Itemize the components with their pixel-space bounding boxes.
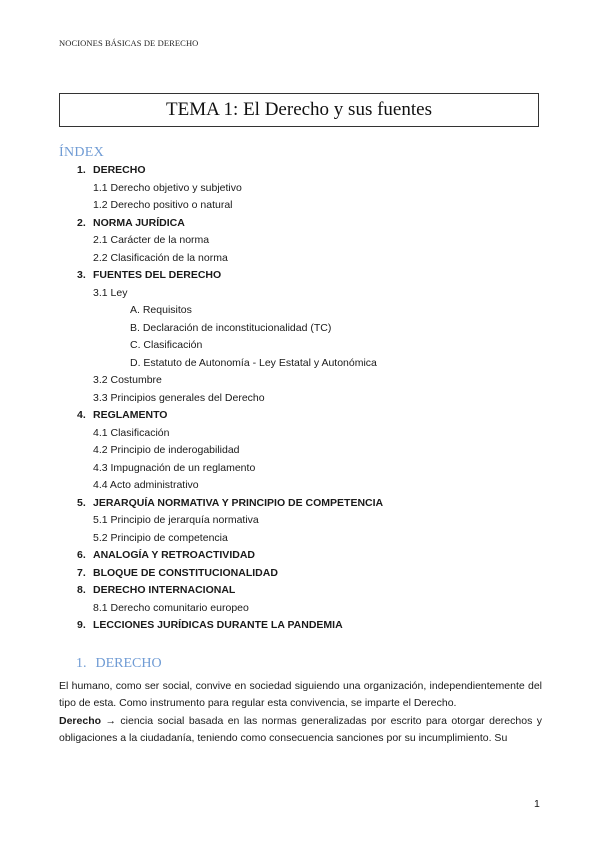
toc-subsection-entry	[93, 532, 228, 544]
toc-entry-text: A. Requisitos	[130, 304, 192, 316]
toc-entry-text: D. Estatuto de Autonomía - Ley Estatal y Autonómica	[130, 356, 377, 369]
toc-entry-text: FUENTES DEL DERECHO	[93, 269, 222, 281]
toc-subsection-entry	[93, 374, 162, 386]
toc-section-entry	[77, 567, 278, 579]
toc-subitem-entry	[130, 339, 202, 351]
toc-entry-text: 4.3 Impugnación de un reglamento	[93, 461, 256, 474]
toc-section-entry	[77, 217, 185, 229]
toc-subsection-entry	[93, 182, 242, 194]
toc-section-entry	[77, 269, 221, 281]
toc-section-entry	[77, 497, 383, 509]
toc-subsection-entry	[93, 514, 259, 526]
body-paragraph: El humano, como ser social, convive en sociedad siguiendo una organización, independientemente del tipo de esta. Como instrumento para regular esta convivencia, se imparte el Derecho.	[59, 680, 542, 710]
toc-entry-text: 5.2 Principio de competencia	[93, 531, 228, 544]
page-number: 1	[534, 798, 540, 810]
definition-paragraph	[59, 713, 542, 748]
toc-subsection-entry	[93, 427, 169, 439]
toc-section-entry	[77, 409, 167, 421]
toc-entry-text: 2.2 Clasificación de la norma	[93, 251, 228, 264]
section-number: 1.	[76, 656, 87, 671]
body-text	[59, 678, 542, 748]
toc-entry-text: LECCIONES JURÍDICAS DURANTE LA PANDEMIA	[93, 619, 343, 631]
toc-entry-text: 5.1 Principio de jerarquía normativa	[93, 514, 259, 526]
definition-text: ciencia social basada en las normas generalizadas por escrito para otorgar derechos y obligaciones a la ciudadanía, teniendo como consecuencia sanciones por su incumplimiento. Su	[59, 714, 543, 745]
toc-entry-number: 3.	[77, 269, 86, 281]
section-title: DERECHO	[95, 656, 162, 671]
toc-section-entry	[77, 549, 255, 561]
toc-subsection-entry	[93, 252, 228, 264]
toc-entry-text: DERECHO	[93, 164, 146, 176]
arrow-icon: →	[105, 714, 116, 727]
toc-subitem-entry	[130, 304, 192, 316]
toc-subsection-entry	[93, 199, 233, 211]
running-header: NOCIONES BÁSICAS DE DERECHO	[59, 38, 199, 48]
definition-term: Derecho	[59, 714, 102, 727]
toc-section-entry	[77, 584, 235, 596]
toc-entry-text: 1.1 Derecho objetivo y subjetivo	[93, 181, 242, 194]
toc-heading: ÍNDEX	[59, 145, 105, 160]
toc-entry-number: 5.	[77, 496, 86, 509]
toc-entry-text: 4.2 Principio de inderogabilidad	[93, 444, 240, 456]
toc-subsection-entry	[93, 479, 199, 491]
toc-subitem-entry	[130, 357, 377, 369]
toc-entry-text: NORMA JURÍDICA	[93, 216, 185, 229]
toc-entry-text: 2.1 Carácter de la norma	[93, 234, 210, 246]
toc-section-entry	[77, 164, 146, 176]
toc-section-entry	[77, 619, 343, 631]
toc-entry-number: 1.	[77, 164, 86, 176]
toc-entry-text: 4.4 Acto administrativo	[93, 479, 199, 491]
toc-subsection-entry	[93, 287, 127, 299]
toc-entry-text: 3.1 Ley	[93, 286, 128, 299]
toc-entry-number: 7.	[77, 566, 86, 579]
toc-entry-number: 6.	[77, 549, 86, 561]
toc-subsection-entry	[93, 462, 255, 474]
toc-entry-text: ANALOGÍA Y RETROACTIVIDAD	[93, 549, 255, 561]
toc-entry-text: 3.3 Principios generales del Derecho	[93, 391, 265, 404]
toc-entry-text: JERARQUÍA NORMATIVA Y PRINCIPIO DE COMPETENCIA	[93, 496, 384, 509]
toc-entry-text: DERECHO INTERNACIONAL	[93, 584, 236, 596]
toc-subsection-entry	[93, 392, 265, 404]
section-heading	[76, 656, 162, 672]
toc-entry-text: C. Clasificación	[130, 339, 203, 351]
toc-subsection-entry	[93, 602, 249, 614]
toc-entry-text: 1.2 Derecho positivo o natural	[93, 199, 233, 211]
toc-entry-number: 9.	[77, 619, 86, 631]
toc-entry-number: 2.	[77, 216, 86, 229]
toc-entry-text: REGLAMENTO	[93, 409, 168, 421]
toc-entry-number: 4.	[77, 409, 86, 421]
toc-entry-text: 3.2 Costumbre	[93, 374, 162, 386]
toc-entry-text: 8.1 Derecho comunitario europeo	[93, 601, 249, 614]
toc-entry-text: BLOQUE DE CONSTITUCIONALIDAD	[93, 566, 278, 579]
toc-entry-text: 4.1 Clasificación	[93, 426, 170, 439]
page-title: TEMA 1: El Derecho y sus fuentes	[166, 99, 432, 120]
title-box	[59, 93, 539, 127]
toc-subitem-entry	[130, 322, 331, 334]
toc-entry-text: B. Declaración de inconstitucionalidad (TC)	[130, 321, 332, 334]
toc-subsection-entry	[93, 234, 209, 246]
toc-subsection-entry	[93, 444, 240, 456]
toc-entry-number: 8.	[77, 584, 86, 596]
